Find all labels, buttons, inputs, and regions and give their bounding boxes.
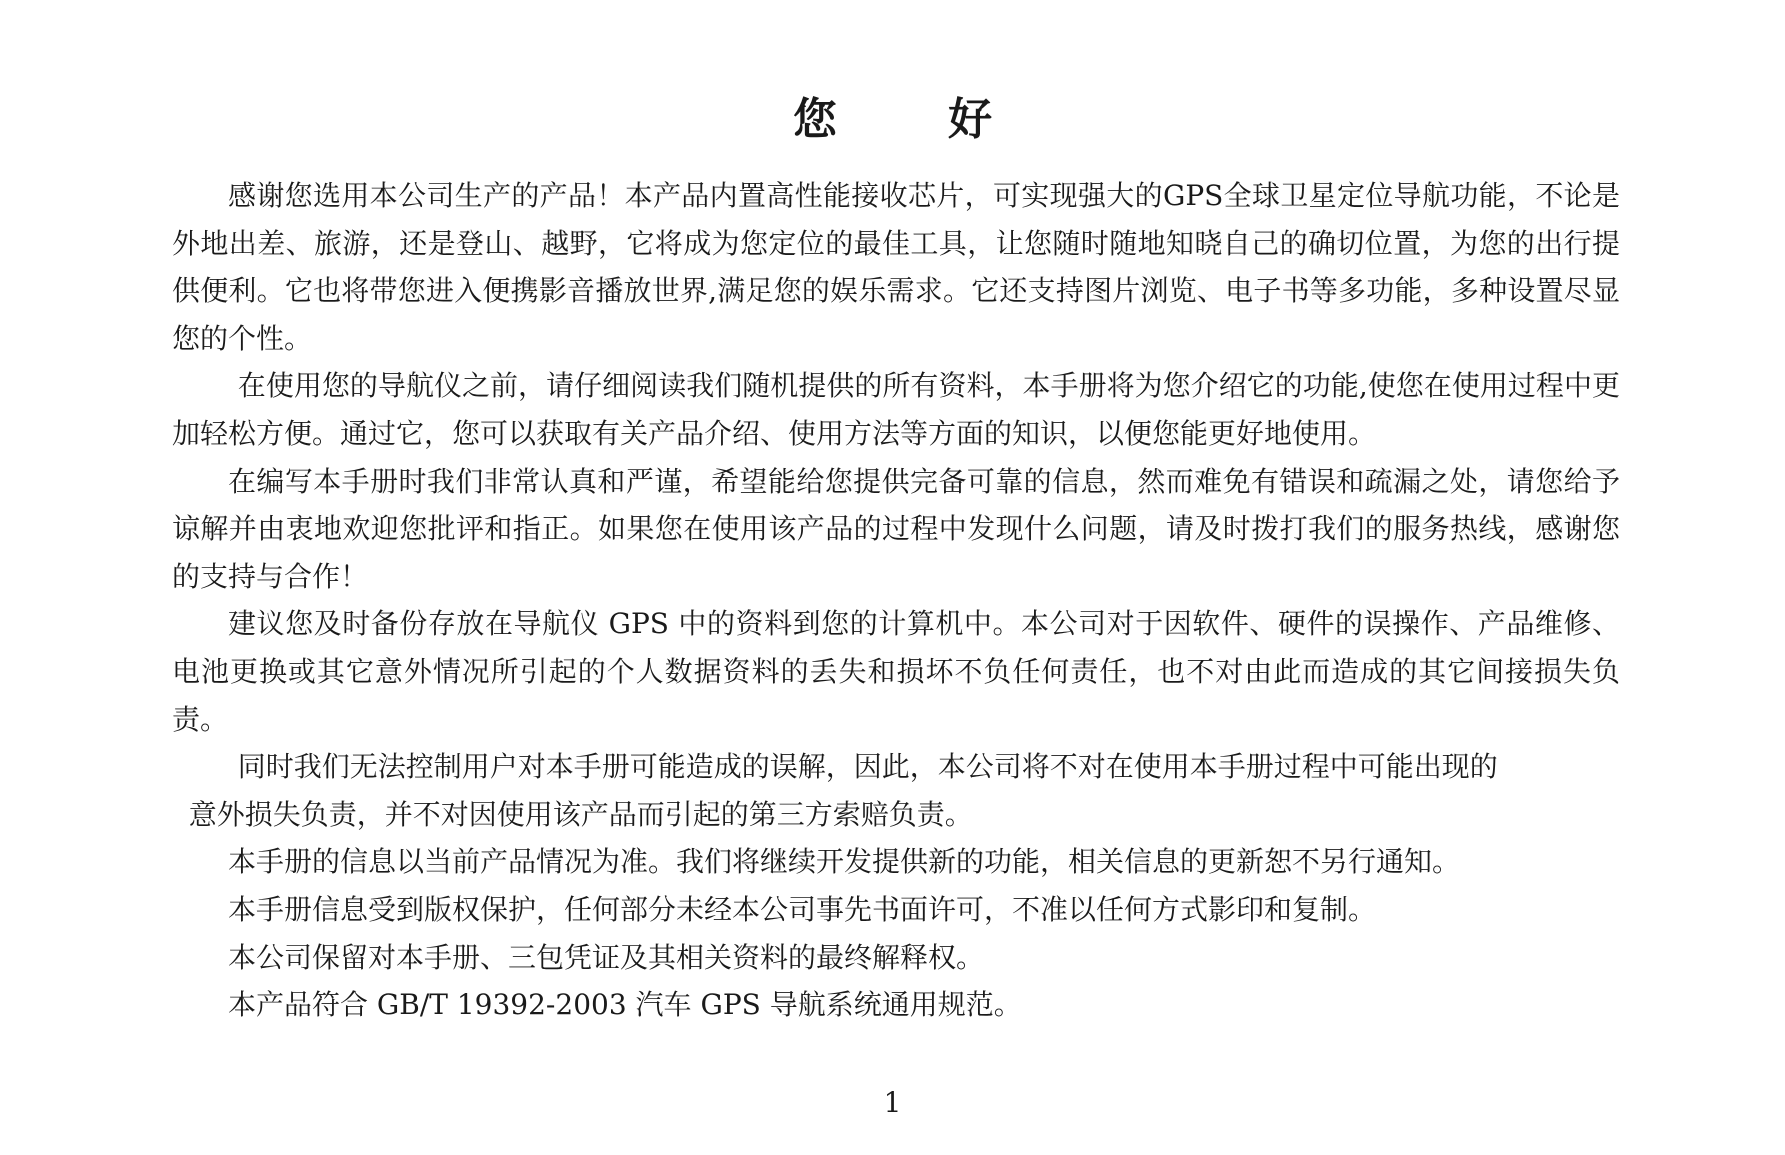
paragraph-disclaimer-line-1: 同时我们无法控制用户对本手册可能造成的误解，因此，本公司将不对在使用本手册过程中可能出现的 [237, 750, 1498, 784]
paragraph-backup: 建议您及时备份存放在导航仪 GPS 中的资料到您的计算机中。本公司对于因软件、硬件的误操作、产品维修、电池更换或其它意外情况所引起的个人数据资料的丢失和损坏不负任何责任，也不对由此而造成的其它间接损失负责。 [172, 607, 1620, 736]
paragraph-standard: 本产品符合 GB/T 19392-2003 汽车 GPS 导航系统通用规范。 [228, 988, 1022, 1022]
paragraph-copyright: 本手册信息受到版权保护，任何部分未经本公司事先书面许可，不准以任何方式影印和复制。 [228, 892, 1377, 926]
page-number: 1 [883, 1086, 902, 1119]
paragraph-feedback: 在编写本手册时我们非常认真和严谨，希望能给您提供完备可靠的信息，然而难免有错误和疏漏之处，请您给予谅解并由衷地欢迎您批评和指正。如果您在使用该产品的过程中发现什么问题，请及时拨打我们的服务热线，感谢您的支持与合作！ [172, 464, 1620, 593]
paragraph-disclaimer [172, 743, 1620, 838]
paragraph-interpretation: 本公司保留对本手册、三包凭证及其相关资料的最终解释权。 [228, 940, 985, 974]
paragraph-read-manual: 在使用您的导航仪之前，请仔细阅读我们随机提供的所有资料，本手册将为您介绍它的功能,使您在使用过程中更加轻松方便。通过它，您可以获取有关产品介绍、使用方法等方面的知识，以便您能更好地使用。 [172, 369, 1620, 450]
paragraph-disclaimer-line-2: 意外损失负责，并不对因使用该产品而引起的第三方索赔负责。 [188, 797, 973, 831]
paragraph-intro: 感谢您选用本公司生产的产品！本产品内置高性能接收芯片，可实现强大的GPS全球卫星定位导航功能，不论是外地出差、旅游，还是登山、越野，它将成为您定位的最佳工具，让您随时随地知晓自己的确切位置，为您的出行提供便利。它也将带您进入便携影音播放世界,满足您的娱乐需求。它还支持图片浏览、电子书等多功能，多种设置尽显您的个性。 [172, 179, 1620, 355]
page-title: 您 好 [792, 94, 1041, 145]
body-text [172, 172, 1620, 1029]
paragraph-updates: 本手册的信息以当前产品情况为准。我们将继续开发提供新的功能，相关信息的更新恕不另行通知。 [228, 845, 1461, 879]
